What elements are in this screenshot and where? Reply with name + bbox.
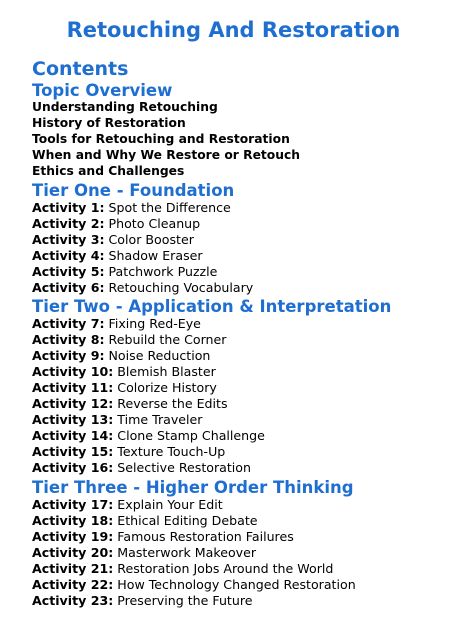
document-title: Retouching And Restoration <box>66 18 401 42</box>
tier-one-activity-list <box>32 200 253 296</box>
activity-name: Patchwork Puzzle <box>108 264 218 279</box>
activity-name: Texture Touch-Up <box>117 444 226 459</box>
activity-label: Activity 1: <box>32 200 105 215</box>
activity-item <box>32 593 356 609</box>
topic-item: Ethics and Challenges <box>32 164 185 178</box>
section-heading-tier-three: Tier Three - Higher Order Thinking <box>32 478 354 497</box>
activity-name: Clone Stamp Challenge <box>117 428 265 443</box>
tier-two-activity-list <box>32 316 265 476</box>
activity-label: Activity 19: <box>32 529 114 544</box>
activity-label: Activity 3: <box>32 232 105 247</box>
activity-name: Color Booster <box>108 232 194 247</box>
activity-item <box>32 216 253 232</box>
section-heading-tier-one: Tier One - Foundation <box>32 181 235 200</box>
topic-item: When and Why We Restore or Retouch <box>32 148 301 162</box>
activity-item <box>32 380 265 396</box>
section-heading-tier-two: Tier Two - Application & Interpretation <box>32 297 392 316</box>
tier-three-activity-list <box>32 497 356 609</box>
activity-label: Activity 18: <box>32 513 114 528</box>
activity-name: Shadow Eraser <box>108 248 203 263</box>
contents-heading: Contents <box>32 58 129 80</box>
activity-name: Ethical Editing Debate <box>117 513 258 528</box>
activity-item <box>32 364 265 380</box>
activity-name: Time Traveler <box>117 412 203 427</box>
activity-name: Colorize History <box>117 380 217 395</box>
activity-label: Activity 9: <box>32 348 105 363</box>
activity-item <box>32 412 265 428</box>
activity-item <box>32 561 356 577</box>
activity-name: Famous Restoration Failures <box>117 529 294 544</box>
topic-overview-list <box>32 99 300 179</box>
activity-label: Activity 14: <box>32 428 114 443</box>
topic-item: Understanding Retouching <box>32 100 218 114</box>
activity-item <box>32 497 356 513</box>
activity-name: Explain Your Edit <box>117 497 223 512</box>
activity-item <box>32 396 265 412</box>
activity-label: Activity 23: <box>32 593 114 608</box>
topic-item: History of Restoration <box>32 116 186 130</box>
activity-name: Rebuild the Corner <box>108 332 227 347</box>
activity-item <box>32 545 356 561</box>
activity-name: Retouching Vocabulary <box>108 280 254 295</box>
activity-label: Activity 22: <box>32 577 114 592</box>
activity-name: Reverse the Edits <box>117 396 228 411</box>
activity-label: Activity 17: <box>32 497 114 512</box>
activity-label: Activity 5: <box>32 264 105 279</box>
activity-label: Activity 16: <box>32 460 114 475</box>
activity-item <box>32 513 356 529</box>
activity-name: Fixing Red-Eye <box>108 316 201 331</box>
activity-item <box>32 529 356 545</box>
topic-item: Tools for Retouching and Restoration <box>32 132 290 146</box>
activity-label: Activity 2: <box>32 216 105 231</box>
activity-label: Activity 4: <box>32 248 105 263</box>
activity-label: Activity 20: <box>32 545 114 560</box>
activity-label: Activity 8: <box>32 332 105 347</box>
section-heading-topic-overview: Topic Overview <box>32 81 173 100</box>
activity-name: Photo Cleanup <box>108 216 201 231</box>
activity-label: Activity 13: <box>32 412 114 427</box>
activity-item <box>32 577 356 593</box>
activity-item <box>32 248 253 264</box>
activity-item <box>32 316 265 332</box>
activity-name: Preserving the Future <box>117 593 253 608</box>
activity-name: Spot the Difference <box>108 200 231 215</box>
activity-name: Restoration Jobs Around the World <box>117 561 334 576</box>
activity-label: Activity 12: <box>32 396 114 411</box>
activity-item <box>32 460 265 476</box>
activity-item <box>32 280 253 296</box>
activity-label: Activity 6: <box>32 280 105 295</box>
activity-item <box>32 348 265 364</box>
activity-name: Selective Restoration <box>117 460 251 475</box>
activity-label: Activity 21: <box>32 561 114 576</box>
activity-label: Activity 11: <box>32 380 114 395</box>
activity-name: Masterwork Makeover <box>117 545 257 560</box>
activity-name: Blemish Blaster <box>117 364 216 379</box>
activity-item <box>32 264 253 280</box>
activity-item <box>32 444 265 460</box>
activity-item <box>32 428 265 444</box>
activity-name: Noise Reduction <box>108 348 211 363</box>
activity-item <box>32 200 253 216</box>
activity-item <box>32 332 265 348</box>
activity-item <box>32 232 253 248</box>
activity-name: How Technology Changed Restoration <box>117 577 356 592</box>
activity-label: Activity 10: <box>32 364 114 379</box>
activity-label: Activity 15: <box>32 444 114 459</box>
activity-label: Activity 7: <box>32 316 105 331</box>
